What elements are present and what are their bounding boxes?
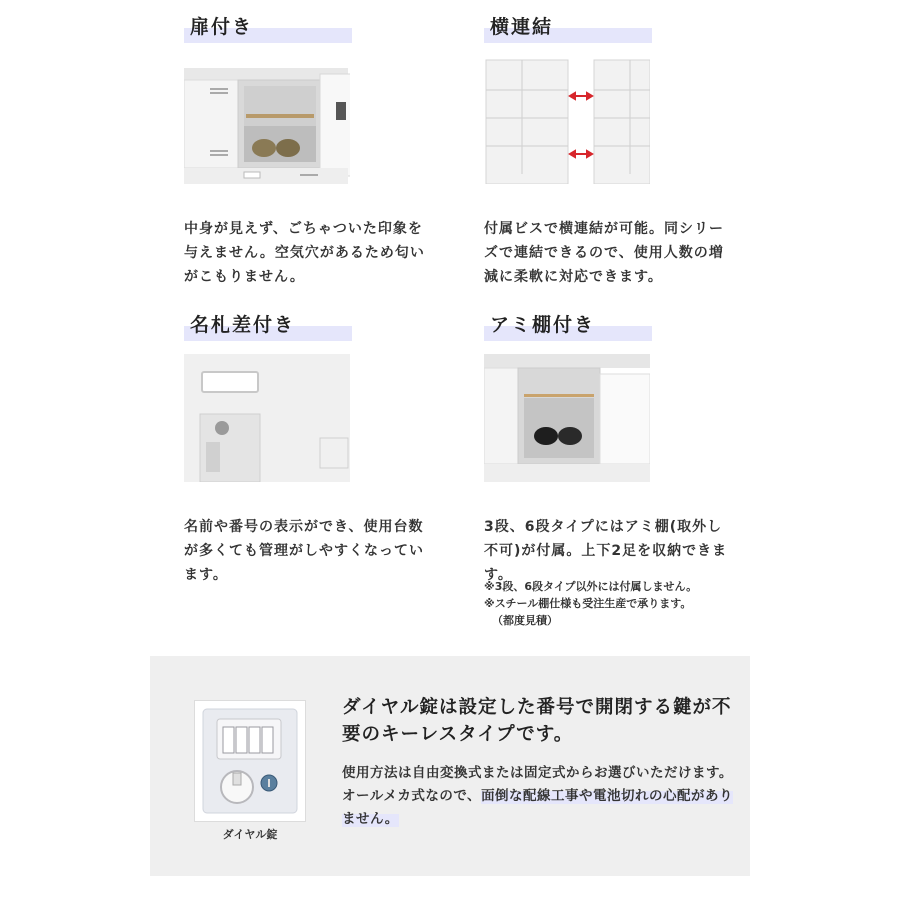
feature-note: ※スチール棚仕様も受注生産で承ります。 — [484, 597, 692, 610]
feature-horizontal-connect — [484, 12, 734, 285]
feature-description: 付属ビスで横連結が可能。同シリーズで連結できるので、使用人数の増減に柔軟に対応できます。 — [484, 221, 724, 285]
dial-lock-caption: ダイヤル錠 — [222, 828, 278, 841]
feature-title-text: 扉付き — [190, 16, 254, 38]
name-plate-image — [184, 354, 350, 482]
feature-title — [484, 310, 652, 344]
feature-name-plate — [184, 310, 434, 583]
connected-lockers-image — [484, 56, 650, 184]
feature-description: 名前や番号の表示ができ、使用台数が多くても管理がしやすくなっています。 — [184, 519, 424, 583]
wire-shelf-image — [484, 354, 650, 482]
feature-title — [484, 12, 652, 46]
feature-wire-shelf — [484, 310, 734, 627]
panel-body-plain: 使用方法は自由変換式または固定式からお選びいただけます。オールメカ式なので、 — [342, 765, 733, 804]
feature-description: 中身が見えず、ごちゃついた印象を与えません。空気穴があるため匂いがこもりません。 — [184, 221, 425, 285]
feature-title-text: アミ棚付き — [490, 314, 596, 336]
feature-title-text: 名札差付き — [190, 314, 296, 336]
dial-lock-image — [194, 700, 306, 822]
panel-heading: ダイヤル錠は設定した番号で開閉する鍵が不要のキーレスタイプです。 — [342, 697, 732, 745]
feature-door — [184, 12, 434, 285]
feature-title-text: 横連結 — [490, 16, 554, 38]
panel-body — [342, 762, 742, 831]
locker-open-door-image — [184, 56, 350, 184]
panel-body-highlight: 面倒な配線工事や電池切れの心配がありません。 — [342, 788, 734, 827]
feature-description: 3段、6段タイプにはアミ棚(取外し不可)が付属。上下2足を収納できます。 — [484, 519, 728, 583]
feature-note: ※3段、6段タイプ以外には付属しません。 — [484, 580, 698, 593]
feature-title — [184, 12, 352, 46]
dial-lock-panel — [150, 656, 750, 876]
feature-title — [184, 310, 352, 344]
feature-note: （都度見積） — [492, 614, 558, 627]
